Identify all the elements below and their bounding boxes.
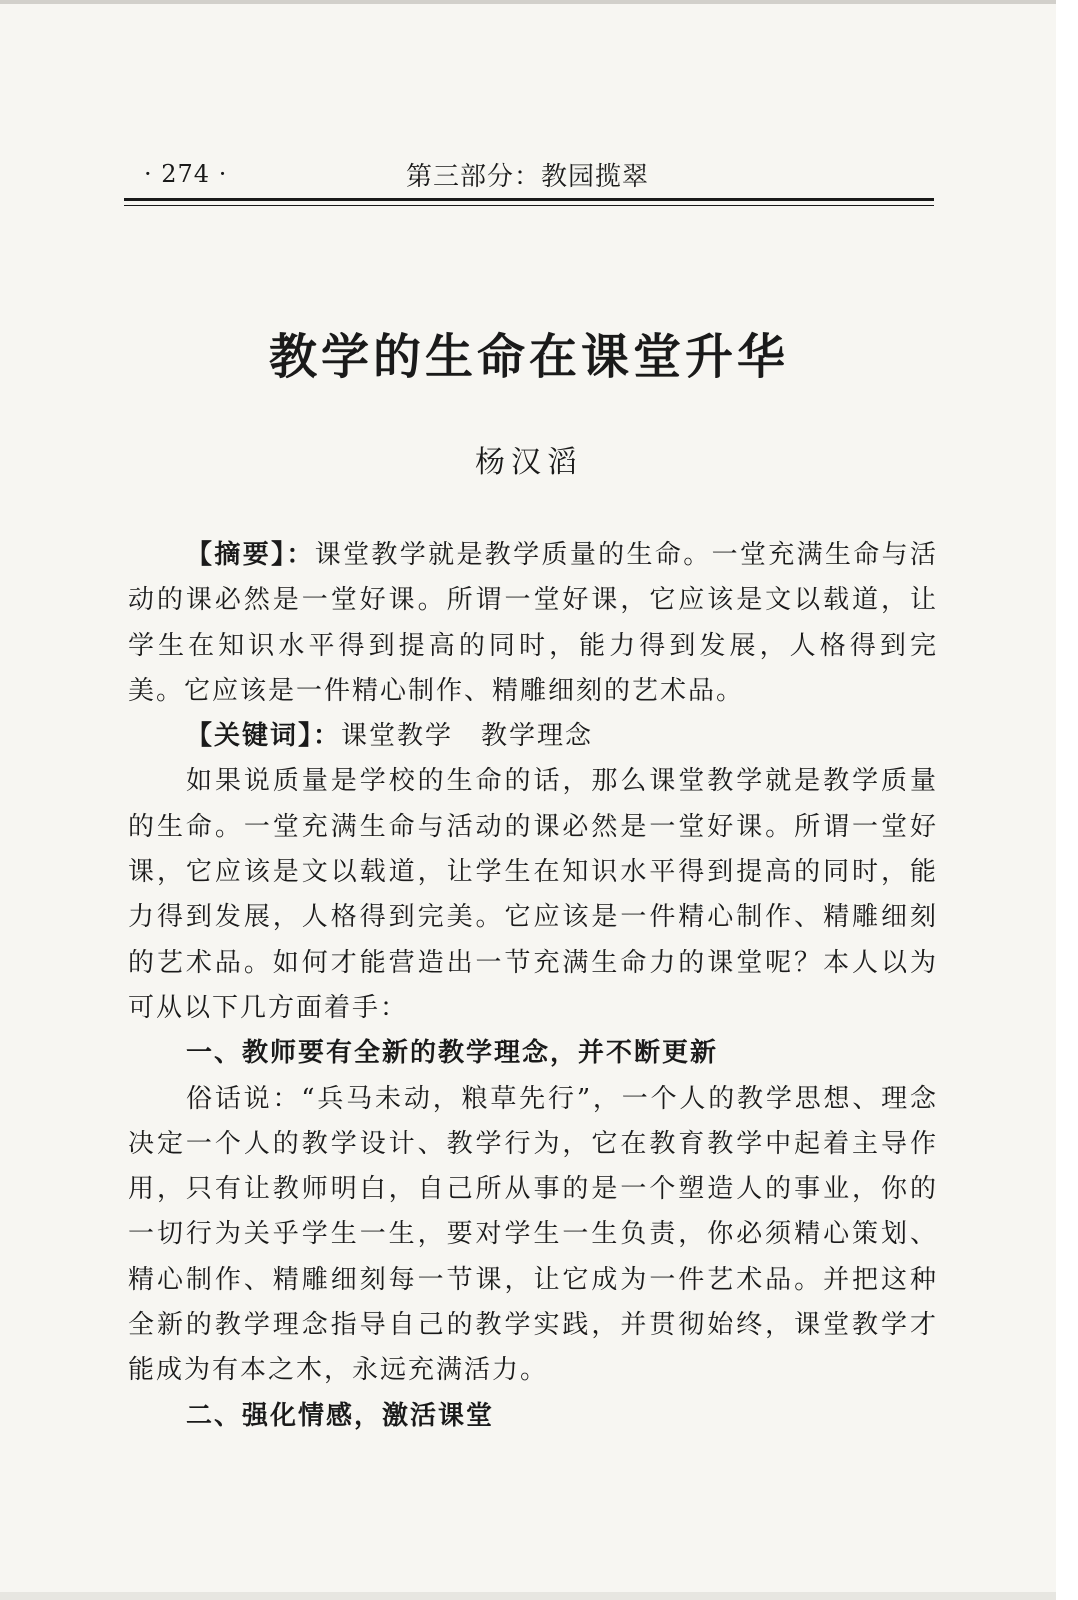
abstract-label: 【摘要】： [186, 540, 315, 570]
header-rule-thin [124, 205, 934, 206]
abstract-text: 课堂教学就是教学质量的生命。一堂充满生命与活动的课必然是一堂好课。所谓一堂好课，它应该是文以载道，让学生在知识水平得到提高的同时，能力得到发展，人格得到完美。它应该是一件精心制作、精雕细刻的艺术品。 [128, 540, 938, 706]
section-heading: 二、强化情感，激活课堂 [186, 1400, 495, 1431]
keywords-label: 【关键词】： [186, 721, 342, 752]
body-paragraph: 俗话说：“兵马未动，粮草先行”，一个人的教学思想、理念决定一个人的教学设计、教学行为，它在教育教学中起着主导作用，只有让教师明白，自己所从事的是一个塑造人的事业，你的一切行为关乎学生一生，要对学生一生负责，你必须精心策划、精心制作、精雕细刻每一节课，让它成为一件艺术品。并把这种全新的教学理念指导自己的教学实践，并贯彻始终，课堂教学才能成为有本之木，永远充满活力。 [128, 1083, 938, 1386]
running-header [124, 154, 934, 198]
article-body [128, 533, 938, 1439]
keywords-text: 课堂教学 教学理念 [341, 721, 594, 752]
section-title: 第三部分：教园揽翠 [406, 162, 650, 192]
abstract-paragraph [128, 533, 938, 714]
header-rule-thick [124, 198, 934, 201]
page-top-edge [0, 0, 1056, 4]
page-number: · 274 · [144, 160, 228, 188]
article-author: 杨汉滔 [475, 445, 583, 480]
article-title: 教学的生命在课堂升华 [268, 329, 789, 385]
page-bottom-edge [0, 1592, 1056, 1600]
section-heading: 一、教师要有全新的教学理念，并不断更新 [186, 1038, 719, 1069]
keywords-paragraph [128, 714, 938, 759]
body-paragraph: 如果说质量是学校的生命的话，那么课堂教学就是教学质量的生命。一堂充满生命与活动的课必然是一堂好课。所谓一堂好课，它应该是文以载道，让学生在知识水平得到提高的同时，能力得到发展，人格得到完美。它应该是一件精心制作、精雕细刻的艺术品。如何才能营造出一节充满生命力的课堂呢？本人以为可从以下几方面着手： [128, 766, 938, 1023]
scan-margin [1056, 0, 1078, 1600]
